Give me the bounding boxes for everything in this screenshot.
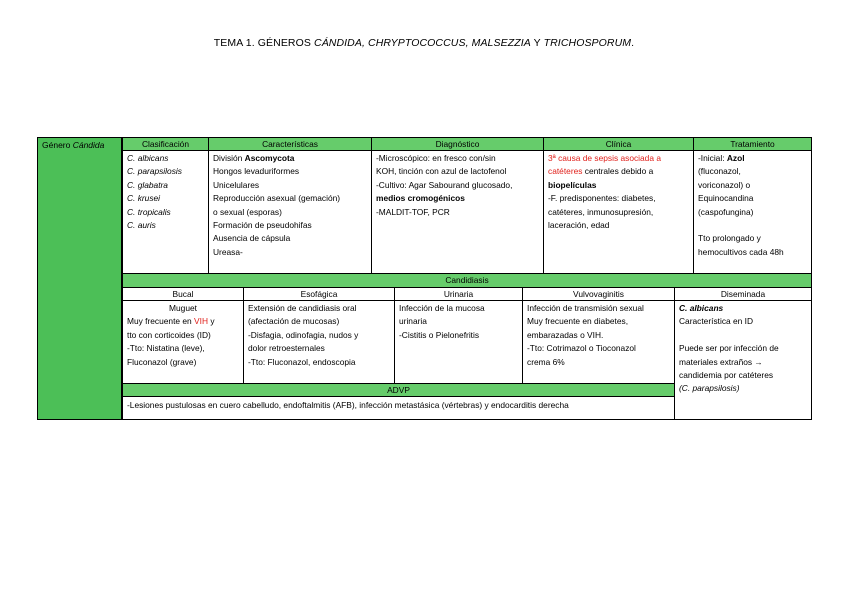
esof-line: -Disfagia, odinofagia, nudos y — [248, 329, 359, 340]
caract-line: Reproducción asexual (gemación) — [213, 193, 341, 204]
trat-line: Equinocandina — [698, 193, 754, 204]
caract-line: Ausencia de cápsula — [213, 233, 291, 244]
caract-line: División Ascomycota — [213, 153, 295, 163]
page-title: TEMA 1. GÉNEROS CÁNDIDA, CHRYPTOCOCCUS, MALSEZZIA Y TRICHOSPORUM. — [213, 37, 635, 49]
esof-line: Extensión de candidiasis oral — [248, 303, 357, 313]
summary-table — [37, 137, 812, 420]
header-caracteristicas: Características — [208, 137, 372, 151]
vulvo-line: Infección de transmisión sexual — [527, 303, 644, 313]
clinica-line: biopelículas — [548, 179, 597, 190]
header-esofagica: Esofágica — [243, 287, 395, 301]
vulvo-line: embarazadas o VIH. — [527, 329, 604, 340]
species-item: C. albicans — [127, 153, 169, 163]
disem-line: materiales extraños → — [679, 356, 763, 367]
bucal-line: -Tto: Nistatina (leve), — [127, 343, 205, 354]
caract-line: Formación de pseudohifas — [213, 220, 312, 231]
header-diagnostico: Diagnóstico — [371, 137, 544, 151]
header-diseminada: Diseminada — [674, 287, 812, 301]
vulvovaginitis-cell — [522, 300, 675, 384]
clinica-line: catéteres centrales debido a — [548, 166, 654, 177]
diagnostico-cell — [371, 150, 544, 274]
caracteristicas-cell — [208, 150, 372, 274]
disem-line: (C. parapsilosis) — [679, 383, 740, 394]
urin-line: Infección de la mucosa — [399, 303, 485, 313]
bucal-line: Muguet — [169, 303, 197, 313]
disem-line: C. albicans — [679, 303, 724, 313]
genus-label: Género Cándida — [42, 140, 105, 150]
clinica-cell — [543, 150, 694, 274]
diag-line: medios cromogénicos — [376, 193, 465, 204]
disem-line: Característica en ID — [679, 316, 754, 327]
diseminada-cell — [674, 300, 812, 420]
header-clasificacion: Clasificación — [122, 137, 209, 151]
disem-line: candidemia por catéteres — [679, 370, 774, 381]
genus-side-column — [37, 137, 122, 420]
bucal-line: Muy frecuente en VIH y — [127, 316, 215, 327]
header-tratamiento: Tratamiento — [693, 137, 812, 151]
tratamiento-cell — [693, 150, 812, 274]
urin-line: urinaria — [399, 316, 427, 327]
diag-line: -Cultivo: Agar Sabourand glucosado, — [376, 179, 513, 190]
clinica-line: -F. predisponentes: diabetes, — [548, 193, 656, 204]
trat-line: (fluconazol, — [698, 166, 741, 177]
bucal-cell — [122, 300, 244, 384]
clinica-line: 3ª causa de sepsis asociada a — [548, 153, 661, 163]
species-item: C. auris — [127, 220, 156, 231]
caract-line: Hongos levaduriformes — [213, 166, 300, 177]
disem-line — [679, 329, 807, 342]
trat-line: Tto prolongado y — [698, 233, 761, 244]
trat-line: voriconazol) o — [698, 179, 751, 190]
disem-line: Puede ser por infección de — [679, 343, 779, 354]
header-bucal: Bucal — [122, 287, 244, 301]
species-item: C. krusei — [127, 193, 161, 204]
diag-line: -MALDIT-TOF, PCR — [376, 206, 450, 217]
trat-line: -Inicial: Azol — [698, 153, 745, 163]
esof-line: (afectación de mucosas) — [248, 316, 340, 327]
esof-line: -Tto: Fluconazol, endoscopia — [248, 356, 356, 367]
header-vulvovaginitis: Vulvovaginitis — [522, 287, 675, 301]
trat-line: (caspofungina) — [698, 206, 754, 217]
header-urinaria: Urinaria — [394, 287, 523, 301]
header-clinica: Clínica — [543, 137, 694, 151]
urin-line: -Cistitis o Pielonefritis — [399, 329, 480, 340]
species-item: C. parapsilosis — [127, 166, 182, 177]
trat-line — [698, 219, 807, 232]
species-item: C. tropicalis — [127, 206, 171, 217]
caract-line: Ureasa- — [213, 246, 243, 257]
bucal-line: tto con corticoides (ID) — [127, 329, 211, 340]
clinica-line: laceración, edad — [548, 220, 610, 231]
caract-line: o sexual (esporas) — [213, 206, 282, 217]
urinaria-cell — [394, 300, 523, 384]
species-item: C. glabatra — [127, 179, 168, 190]
advp-header: ADVP — [122, 383, 675, 397]
vulvo-line: crema 6% — [527, 356, 565, 367]
clinica-line: catéteres, inmunosupresión, — [548, 206, 654, 217]
bucal-line: Fluconazol (grave) — [127, 356, 197, 367]
esofagica-cell — [243, 300, 395, 384]
vulvo-line: -Tto: Cotrimazol o Tioconazol — [527, 343, 636, 354]
advp-cell — [122, 396, 675, 420]
trat-line: hemocultivos cada 48h — [698, 246, 784, 257]
diag-line: KOH, tinción con azul de lactofenol — [376, 166, 507, 177]
esof-line: dolor retroesternales — [248, 343, 325, 354]
caract-line: Unicelulares — [213, 179, 260, 190]
diag-line: -Microscópico: en fresco con/sin — [376, 153, 496, 163]
candidiasis-header: Candidiasis — [122, 273, 812, 288]
advp-line: -Lesiones pustulosas en cuero cabelludo, endoftalmitis (AFB), infección metastásica (vértebras) y endocarditis derecha — [127, 400, 569, 410]
clasificacion-cell — [122, 150, 209, 274]
vulvo-line: Muy frecuente en diabetes, — [527, 316, 629, 327]
